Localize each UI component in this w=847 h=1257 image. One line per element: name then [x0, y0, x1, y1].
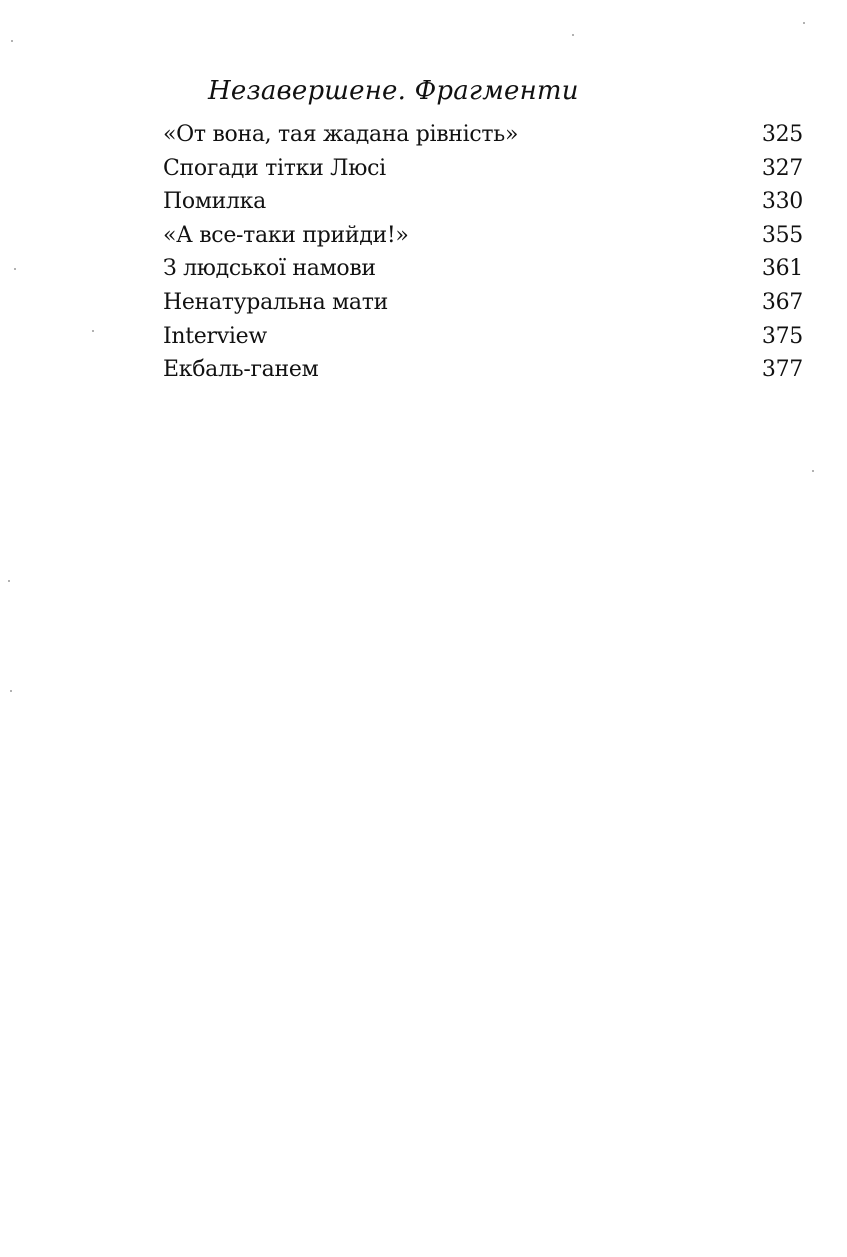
toc-entry-page: 355 — [761, 222, 803, 248]
toc-entry — [163, 152, 803, 186]
toc-entry-page: 361 — [761, 256, 803, 282]
toc-entry — [163, 252, 803, 286]
scan-speck — [14, 268, 16, 270]
scan-speck — [572, 34, 574, 36]
toc-entry — [163, 118, 803, 152]
toc-entry-title: Спогади тітки Люсі — [163, 155, 386, 181]
scan-speck — [812, 470, 814, 472]
toc-entry — [163, 185, 803, 219]
scan-speck — [8, 580, 10, 582]
toc-entry-title: Ненатуральна мати — [163, 289, 388, 315]
toc-entry-title: «От вона, тая жадана рівність» — [163, 122, 519, 147]
scan-speck — [10, 690, 12, 692]
toc-entry-page: 327 — [761, 155, 803, 181]
toc-entry-title: «А все-таки прийди!» — [163, 222, 409, 248]
toc-entry-page: 375 — [761, 323, 803, 349]
toc-entry-title: Помилка — [163, 189, 266, 215]
toc-entry-title: З людської намови — [163, 256, 376, 282]
toc-entry — [163, 286, 803, 320]
scan-speck — [11, 40, 13, 42]
table-of-contents — [163, 118, 803, 387]
toc-entry — [163, 219, 803, 253]
toc-entry — [163, 320, 803, 354]
section-title: Незавершене. Фрагменти — [208, 76, 579, 106]
toc-entry-page: 330 — [761, 189, 803, 215]
scan-speck — [803, 22, 805, 24]
scan-speck — [92, 330, 94, 332]
toc-entry-page: 325 — [761, 122, 803, 147]
toc-entry — [163, 353, 803, 387]
toc-entry-page: 367 — [761, 289, 803, 315]
toc-entry-page: 377 — [761, 357, 803, 383]
toc-entry-title: Interview — [163, 323, 267, 349]
toc-entry-title: Екбаль-ганем — [163, 357, 319, 383]
